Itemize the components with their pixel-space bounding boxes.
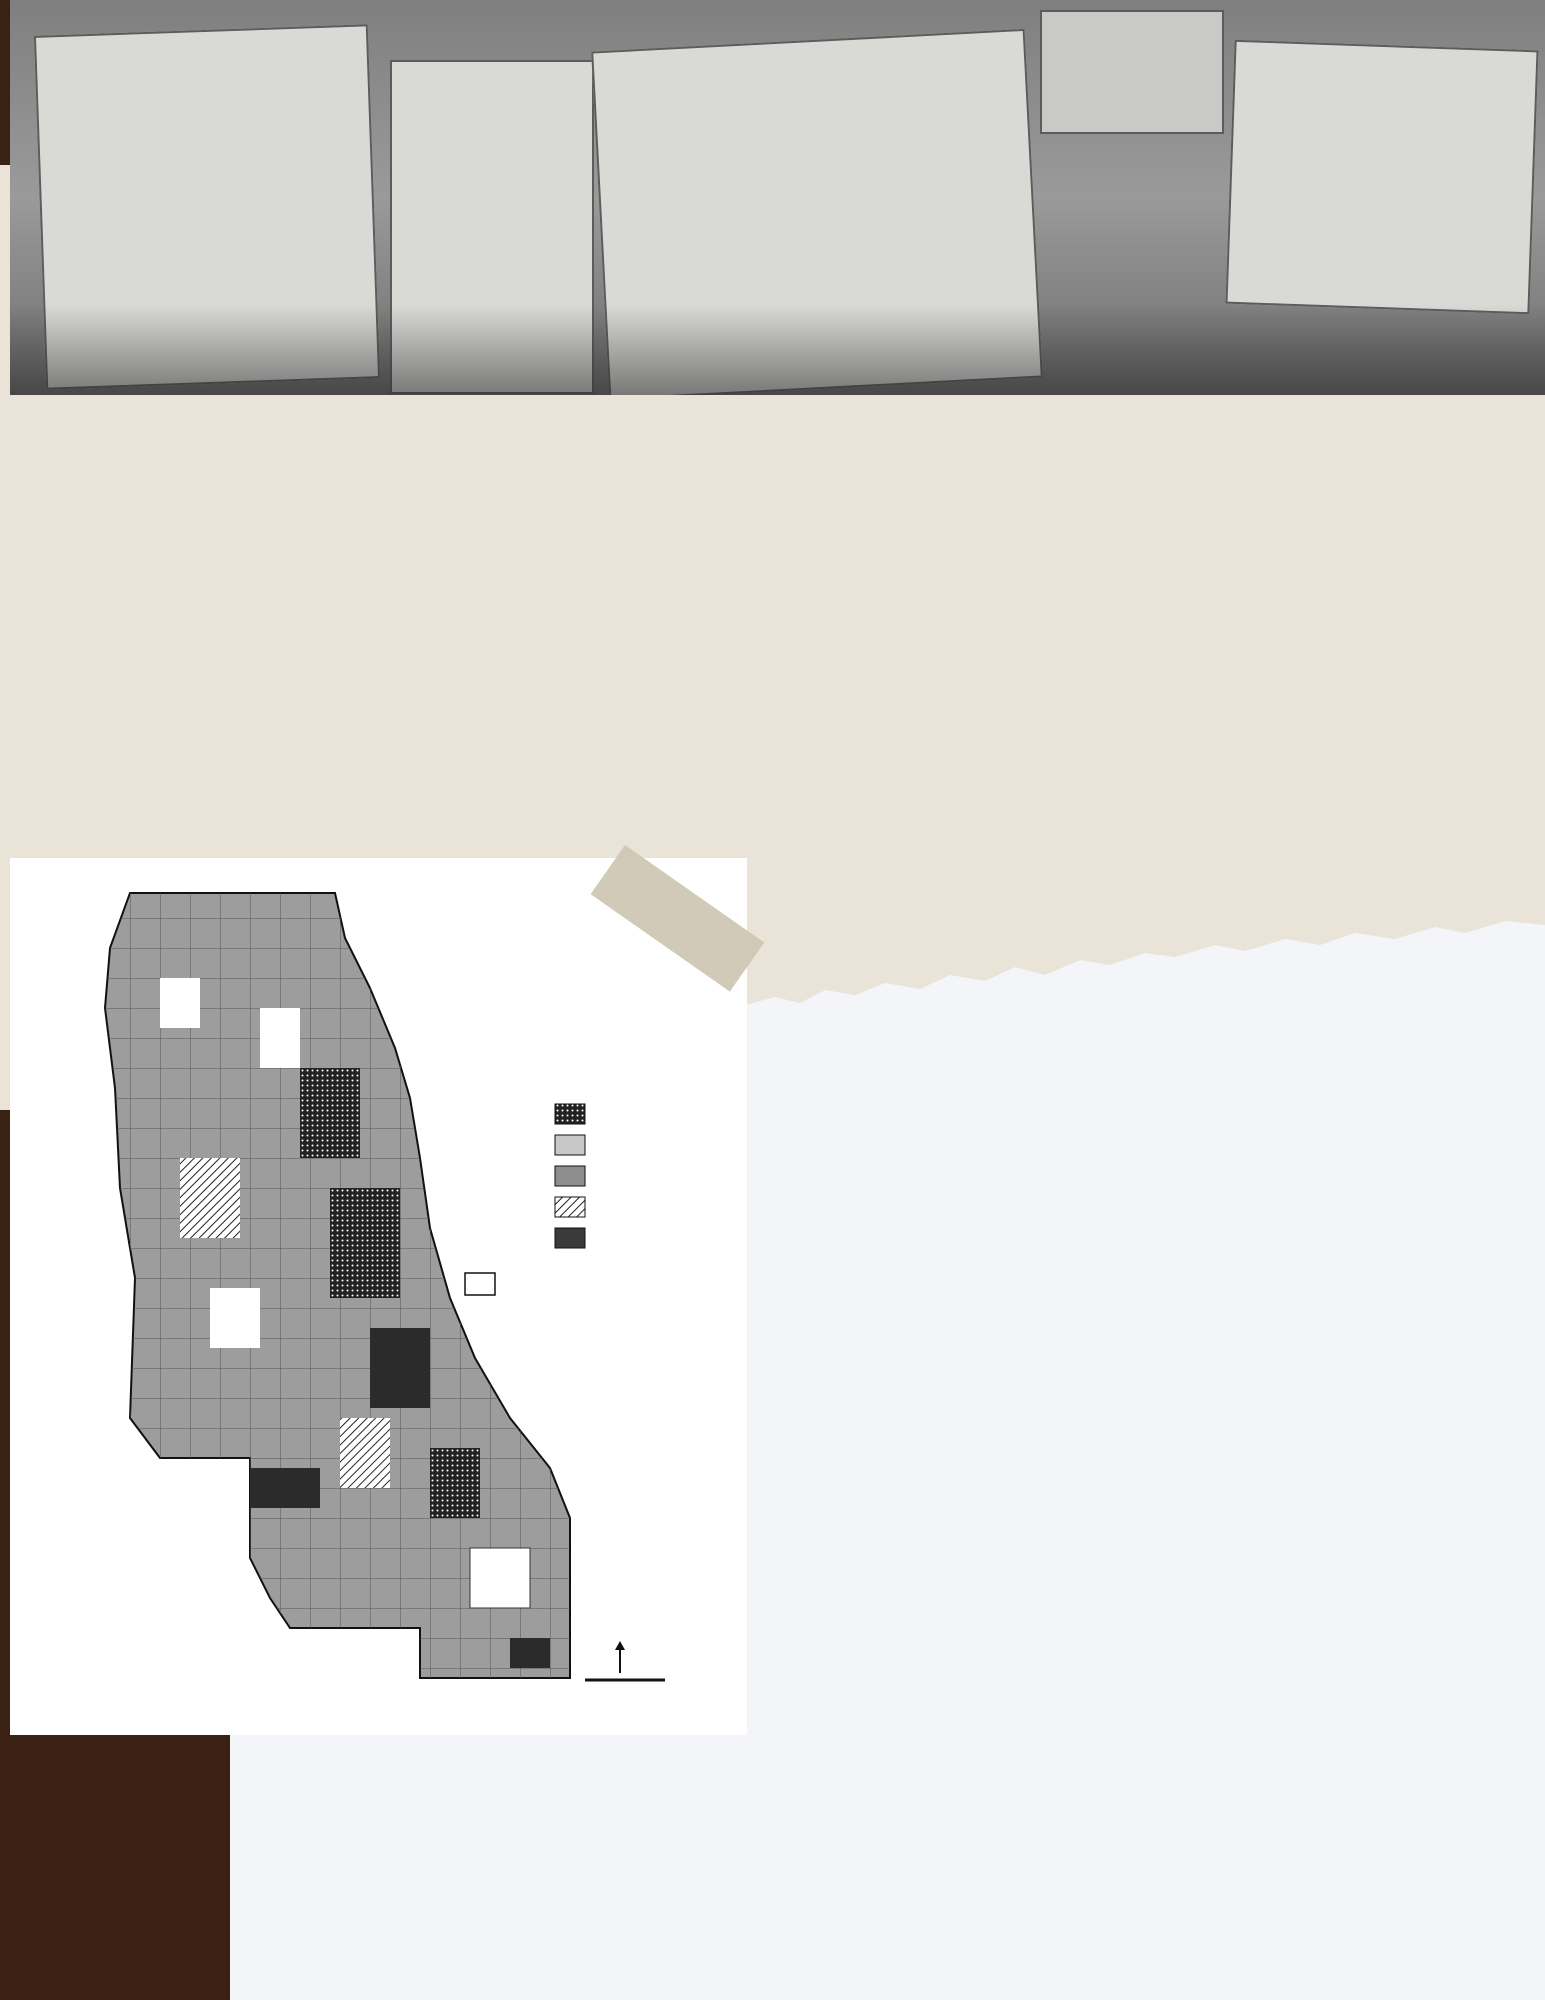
map-figure: [10, 858, 747, 1735]
protest-sign: [1225, 40, 1538, 314]
map-legend: [465, 1104, 585, 1295]
photo-shadow: [10, 305, 1545, 395]
protest-photo: [10, 0, 1545, 395]
chicago-planning-map: [10, 858, 747, 1735]
protest-sign: [1040, 10, 1224, 134]
map-north-arrow: [615, 1641, 625, 1673]
